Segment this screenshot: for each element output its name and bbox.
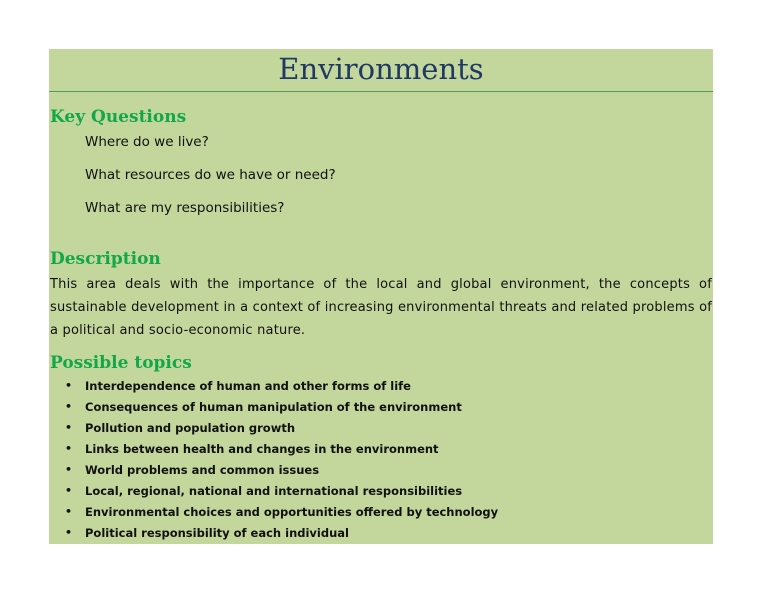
topic-label: Interdependence of human and other forms of life: [85, 379, 411, 393]
topic-list-item: [49, 418, 713, 439]
key-question-item: Where do we live?: [85, 134, 209, 150]
bullet-icon: •: [65, 526, 73, 539]
bullet-icon: •: [65, 379, 73, 392]
possible-topics-heading: Possible topics: [50, 353, 192, 373]
bullet-icon: •: [65, 442, 73, 455]
topic-label: Pollution and population growth: [85, 421, 296, 435]
topic-list-item: [49, 502, 713, 523]
key-question-item: What are my responsibilities?: [85, 200, 285, 216]
topic-list-item: [49, 439, 713, 460]
topic-label: World problems and common issues: [85, 463, 320, 477]
bullet-icon: •: [65, 484, 73, 497]
description-paragraph: This area deals with the importance of the local and global environment, the concepts of sustainable development in a context of increasing environmental threats and related problems of a political and socio-economic nature.: [50, 277, 712, 338]
topic-label: Links between health and changes in the environment: [85, 442, 439, 456]
topic-list-item: [49, 376, 713, 397]
topic-list-item: [49, 397, 713, 418]
bullet-icon: •: [65, 400, 73, 413]
topic-label: Environmental choices and opportunities offered by technology: [85, 505, 499, 519]
key-question-item: What resources do we have or need?: [85, 167, 336, 183]
topic-list-item: [49, 460, 713, 481]
topic-label: Political responsibility of each individual: [85, 526, 349, 540]
bullet-icon: •: [65, 463, 73, 476]
topic-list-item: [49, 523, 713, 544]
bullet-icon: •: [65, 505, 73, 518]
key-questions-heading: Key Questions: [50, 107, 187, 127]
content-panel: [49, 49, 713, 544]
topics-list: [49, 376, 713, 544]
page-title: Environments: [49, 49, 713, 92]
bullet-icon: •: [65, 421, 73, 434]
topic-label: Consequences of human manipulation of the environment: [85, 400, 462, 414]
topic-list-item: [49, 481, 713, 502]
topic-label: Local, regional, national and international responsibilities: [85, 484, 463, 498]
description-heading: Description: [50, 249, 161, 269]
